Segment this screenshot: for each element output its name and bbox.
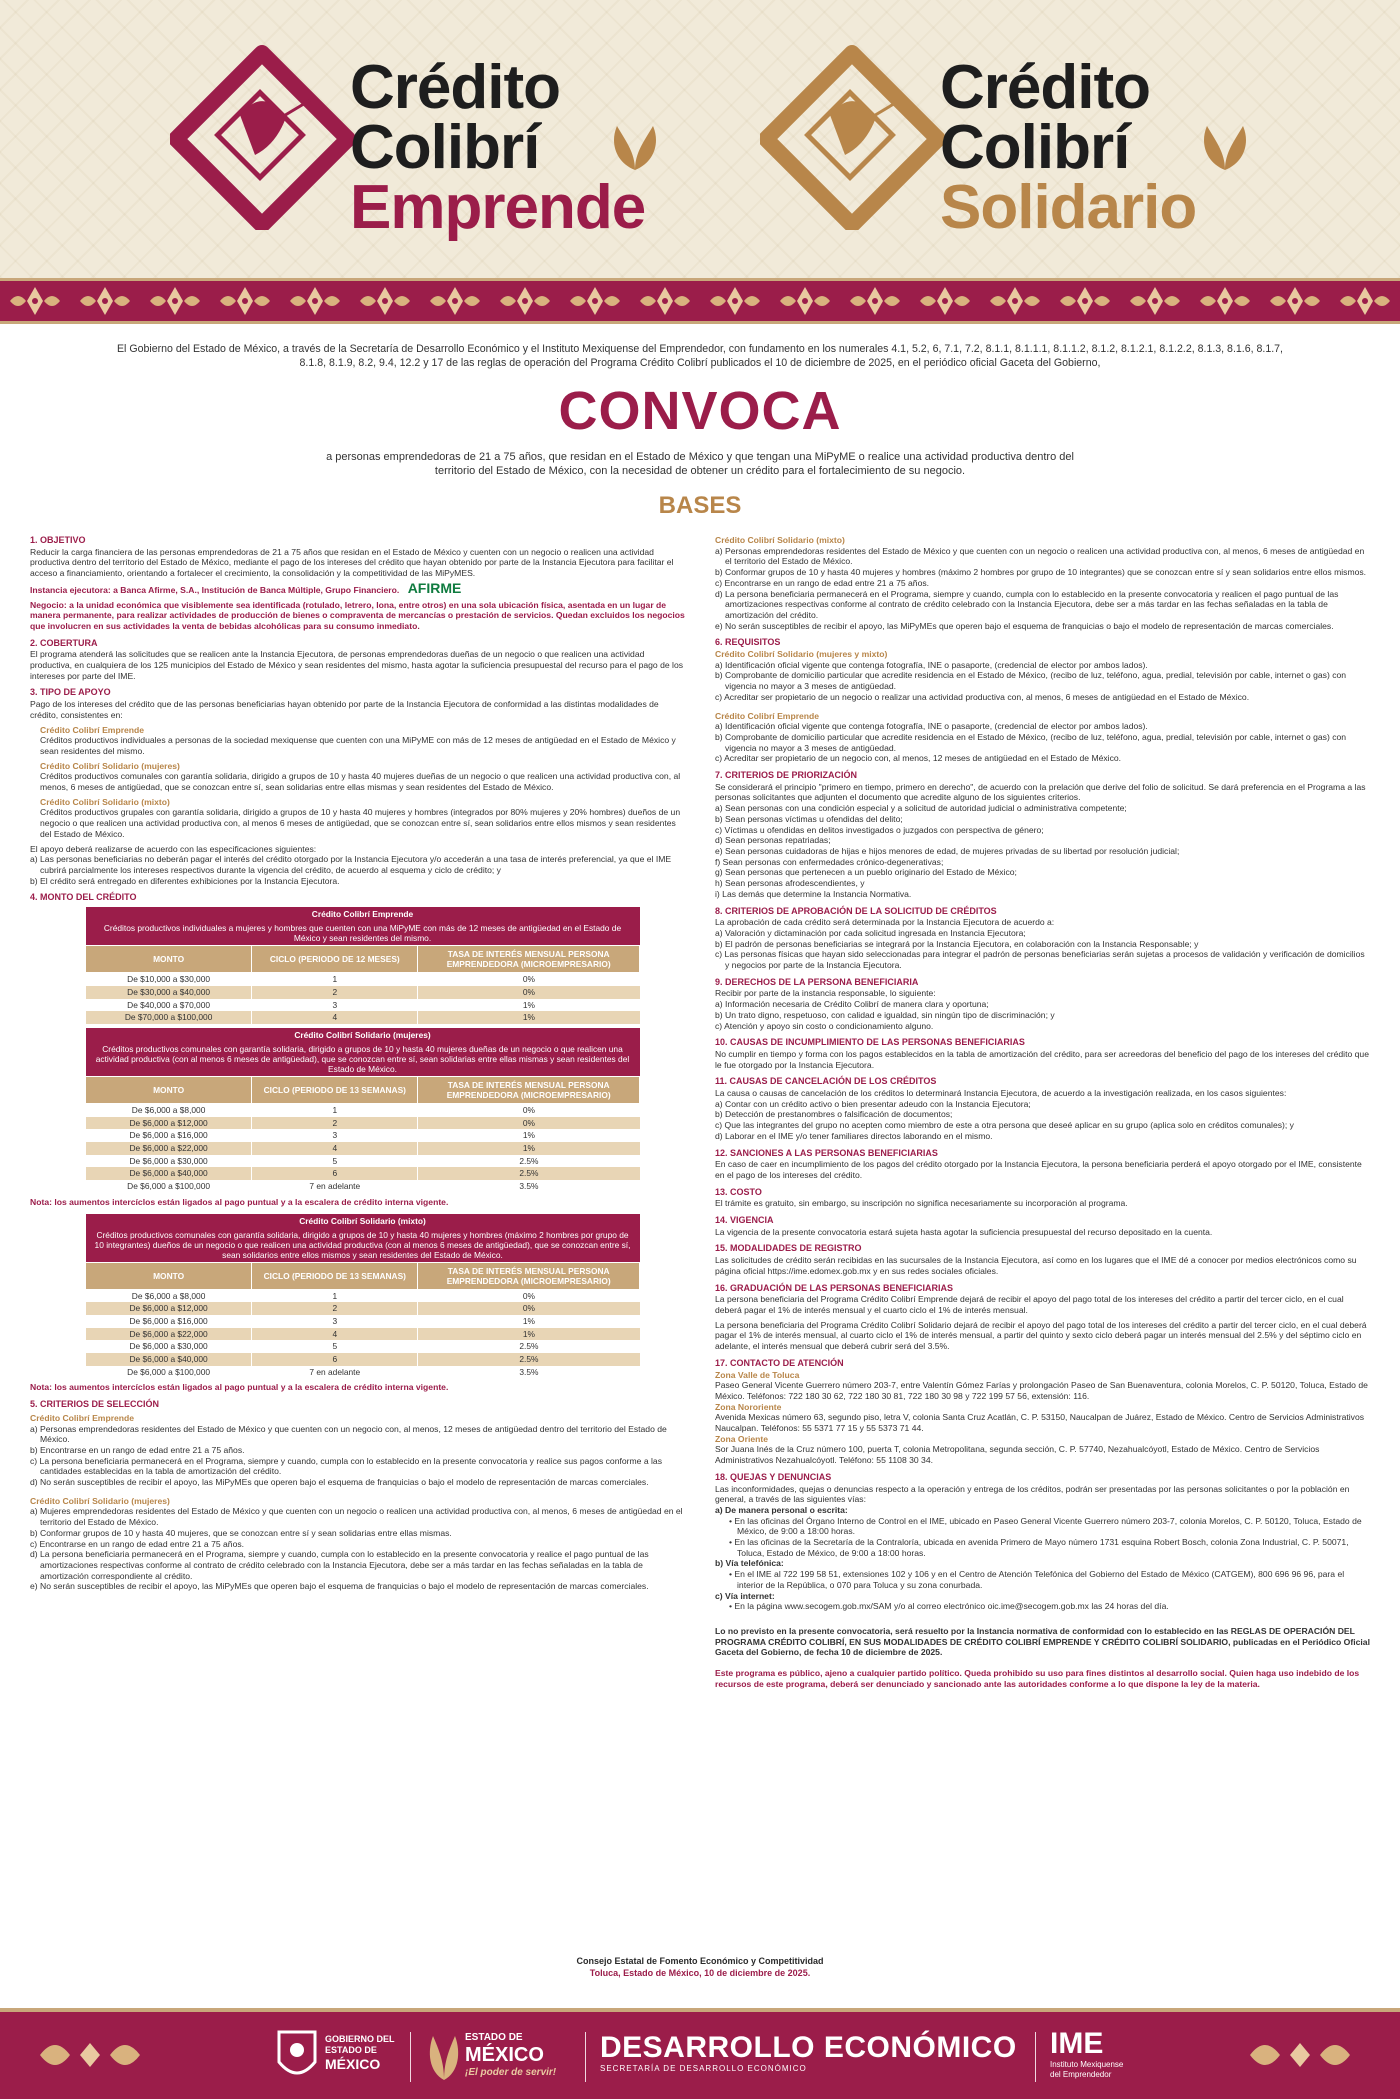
list-item: b) El crédito será entregado en diferentes exhibiciones por la Instancia Ejecutora. — [30, 875, 340, 886]
subsection-title: Crédito Colibrí Solidario (mujeres) — [30, 1495, 170, 1506]
support-type-name: Crédito Colibrí Emprende — [40, 724, 145, 735]
table-row: De $6,000 a $30,000 5 2.5% — [86, 1155, 640, 1168]
section-title: 18. QUEJAS Y DENUNCIAS — [715, 1471, 832, 1482]
table-row: De $10,000 a $30,000 1 0% — [86, 973, 640, 986]
list-item: i) Las demás que determine la Instancia Normativa. — [715, 888, 912, 899]
section-objetivo — [30, 535, 685, 632]
column-header: MONTO — [86, 946, 252, 973]
subsection-title: Crédito Colibrí Solidario (mujeres y mixto) — [715, 649, 888, 660]
section-body: En caso de caer en incumplimiento de los pagos del crédito otorgado por la Instancia Ejecutora, la persona beneficiaria perderá el apoyo otorgado por el IME, consistente en el pago de los intereses del crédito. — [715, 1159, 1362, 1180]
table-description: Créditos productivos comunales con garantía solidaria, dirigido a grupos de 10 y hasta 40 mujeres dueñas de un negocio o que realicen una actividad productiva (con al menos 6 meses de antigüedad), que se conozcan entre sí, sean solidarias entre ellas mismas y sean residentes del Estado de México. — [86, 1042, 640, 1077]
ime-logo: IME Instituto Mexiquense del Emprendedor — [1050, 2027, 1124, 2079]
section-title: 6. REQUISITOS — [715, 637, 781, 648]
table-title: Crédito Colibrí Solidario (mixto) — [86, 1214, 640, 1228]
column-header: CICLO (PERIODO DE 13 SEMANAS) — [252, 1262, 418, 1289]
table-row: De $6,000 a $16,000 3 1% — [86, 1129, 640, 1142]
hummingbird-icon — [170, 45, 355, 230]
list-item: b) El padrón de personas beneficiarias se integrará por la Instancia Ejecutora, en colaboración con la Instancia Responsable; y — [715, 938, 1199, 949]
column-header: MONTO — [86, 1076, 252, 1103]
ornament-left-icon — [30, 2030, 160, 2080]
support-types — [30, 725, 685, 840]
list-item: a) Contar con un crédito activo o bien presentar adeudo con la Instancia Ejecutora; — [715, 1098, 1031, 1109]
table-row: De $6,000 a $22,000 4 1% — [86, 1328, 640, 1341]
support-type-text: Créditos productivos grupales con garantía solidaria, dirigido a grupos de 10 y hasta 40 mujeres y hombres (integrados por 80% mujeres y 20% hombres) dueños de un negocio o que realicen una actividad productiva con, al menos 6 meses de antigüedad, que se conozcan entre sí, sean solidarios entre ellos mismos y sean residentes del Estado de México. — [40, 807, 681, 839]
list-item: d) La persona beneficiaria permanecerá en el Programa, siempre y cuando, cumpla con lo establecido en la presente convocatoria y realicen el pago puntual de las amortizaciones respectivas conforme al contrato de crédito celebrado con la Instancia Ejecutora, debe ser a más tardar en las fechas señaladas en la tabla de amortización del crédito. — [715, 588, 1339, 620]
list-item: b) Conformar grupos de 10 y hasta 40 mujeres, que se conozcan entre sí y sean solidarias entre ellas mismas. — [30, 1527, 452, 1538]
afirme-logo: AFIRME — [407, 579, 462, 596]
list-item: e) No serán susceptibles de recibir el apoyo, las MiPyMEs que operen bajo el esquema de franquicias o bajo el modelo de representación de marcas comerciales. — [30, 1581, 649, 1592]
council-name: Consejo Estatal de Fomento Económico y Competitividad — [576, 1956, 824, 1966]
list-item: c) Las personas físicas que hayan sido seleccionadas para integrar el padrón de personas beneficiarias serán sujetas a procesos de validación y verificación de domicilios y negocios por parte de la Instancia Ejecutora. — [715, 949, 1365, 971]
subsection-title: Crédito Colibrí Emprende — [715, 710, 820, 721]
section-body: La vigencia de la presente convocatoria estará sujeta hasta agotar la suficiencia presupuestal del recurso depositado en la cuenta. — [715, 1226, 1213, 1237]
section-derechos — [715, 977, 1370, 1032]
section-body: La persona beneficiaria del Programa Crédito Colibrí Solidario dejará de recibir el apoyo del pago total de los intereses del crédito a partir del tercer ciclo, en el cual deberá pagar el 1% de interés mensual, al cuarto ciclo el 1% de interés mensual, a partir del quinto y sexto ciclo deberá pagar un interés mensual del 2.5% y del séptimo ciclo en adelante, el interés mensual que deberá cubrir será del 3.5%. — [715, 1319, 1367, 1352]
list-item: b) Sean personas víctimas u ofendidas del delito; — [715, 813, 903, 824]
credit-table-emprende — [85, 907, 640, 1024]
convoca-subtitle: a personas emprendedoras de 21 a 75 años, que residan en el Estado de México y que tengan una MiPyME o realice una actividad productiva dentro del territorio del Estado de México, con la necesidad de obtener un crédito para el fortalecimiento de su negocio. — [326, 451, 1074, 477]
list-item: b) Detección de prestanombres o falsificación de documentos; — [715, 1109, 953, 1120]
intro-paragraph: El Gobierno del Estado de México, a través de la Secretaría de Desarrollo Económico y el Instituto Mexiquense del Emprendedor, con fundamento en los numerales 4.1, 5.2, 6, 7.1, 7.2, 8.1.1, 8.1.1.1, 8.1.1.2, 8.1.2, 8.1.2.1, 8.1.2.2, 8.1.3, 8.1.6, 8.1.7, 8.1.8, 8.1.9, 8.2, 9.4, 12.2 y 17 de las reglas de operación del Programa Crédito Colibrí publicados el 10 de diciembre de 2025, en el periódico oficial Gaceta del Gobierno, — [116, 343, 1284, 369]
table-description: Créditos productivos individuales a mujeres y hombres que cuenten con una MiPyME con más de 12 meses de antigüedad en el Estado de México y sean residentes del mismo. — [86, 921, 640, 946]
table-row: De $40,000 a $70,000 3 1% — [86, 999, 640, 1012]
zone-text: Sor Juana Inés de la Cruz número 100, puerta T, colonia Metropolitana, segunda sección, C. P. 57740, Nezahualcóyotl, Estado de México. Centro de Servicios Administrativos Nezahualcóyotl. Teléfono: 55 1108 30 34. — [715, 1444, 1320, 1466]
council-date: Toluca, Estado de México, 10 de diciembre de 2025. — [589, 1968, 811, 1978]
list-item: c) Atención y apoyo sin costo o condicionamiento alguno. — [715, 1020, 934, 1031]
list-item: a) Identificación oficial vigente que contenga fotografía, INE o pasaporte, (credencial de elector por ambos lados). — [715, 721, 1148, 732]
section-body: Recibir por parte de la instancia responsable, lo siguiente: — [715, 988, 936, 999]
section-tipo-apoyo — [30, 687, 685, 886]
list-item: a) Mujeres emprendedoras residentes del Estado de México y que cuenten con un negocio o realicen una actividad productiva con, al menos, 6 meses de antigüedad en el territorio del Estado de México. — [30, 1506, 683, 1528]
bullet-item: • En las oficinas de la Secretaría de la Contraloría, ubicada en avenida Primero de Mayo número 1731 esquina Robert Bosch, colonia Zona Industrial, C. P. 50071, Toluca, Estado de México, de 9:00 a 18:00 horas. — [729, 1537, 1349, 1558]
gobierno-estado-logo: GOBIERNO DEL ESTADO DE MÉXICO — [325, 2034, 395, 2072]
list-item: h) Sean personas afrodescendientes, y — [715, 878, 865, 889]
column-header: CICLO (PERIODO DE 13 SEMANAS) — [252, 1076, 418, 1103]
section-cancelacion — [715, 1076, 1370, 1141]
column-header: TASA DE INTERÉS MENSUAL PERSONA EMPRENDEDORA (MICROEMPRESARIO) — [418, 1262, 640, 1289]
ornament-right-icon — [1240, 2030, 1370, 2080]
section-title: 9. DERECHOS DE LA PERSONA BENEFICIARIA — [715, 976, 919, 987]
section-title: 2. COBERTURA — [30, 637, 98, 648]
section-body: La aprobación de cada crédito será determinada por la Instancia Ejecutora de acuerdo a: — [715, 917, 1055, 928]
instancia-text: Instancia ejecutora: a Banca Afirme, S.A., Institución de Banca Múltiple, Grupo Financiero. — [30, 584, 400, 595]
zone-name: Zona Valle de Toluca — [715, 1369, 800, 1380]
table-row: De $6,000 a $12,000 2 0% — [86, 1117, 640, 1130]
section-sanciones — [715, 1148, 1370, 1181]
spec-intro: El apoyo deberá realizarse de acuerdo con las especificaciones siguientes: — [30, 843, 317, 854]
section-incumplimiento — [715, 1037, 1370, 1070]
section-title: 15. MODALIDADES DE REGISTRO — [715, 1243, 862, 1254]
section-priorizacion — [715, 770, 1370, 899]
section-title: 14. VIGENCIA — [715, 1215, 774, 1226]
bases-title: BASES — [658, 492, 742, 519]
list-item: d) Laborar en el IME y/o tener familiares directos laborando en el mismo. — [715, 1130, 993, 1141]
list-item: c) Encontrarse en un rango de edad entre 21 a 75 años. — [30, 1538, 245, 1549]
column-header: TASA DE INTERÉS MENSUAL PERSONA EMPRENDEDORA (MICROEMPRESARIO) — [418, 946, 640, 973]
section-title: 10. CAUSAS DE INCUMPLIMIENTO DE LAS PERSONAS BENEFICIARIAS — [715, 1037, 1025, 1048]
column-header: TASA DE INTERÉS MENSUAL PERSONA EMPRENDEDORA (MICROEMPRESARIO) — [418, 1076, 640, 1103]
list-item: d) No serán susceptibles de recibir el apoyo, las MiPyMEs que operen bajo el esquema de franquicias o bajo el modelo de representación de marcas comerciales. — [30, 1477, 649, 1488]
section-vigencia — [715, 1215, 1370, 1237]
edomex-logo: ESTADO DE MÉXICO ¡El poder de servir! — [465, 2032, 557, 2078]
section-criterios-seleccion — [30, 1399, 685, 1592]
zone-text: Paseo General Vicente Guerrero número 203-7, entre Valentín Gómez Farías y prolongación Paseo de San Buenaventura, colonia Morelos, C. P. 50120, Toluca, Estado de México. Teléfonos: 722 180 30 62, 722 180 30 81, 722 180 30 98 y 722 199 57 56, extensión: 116. — [715, 1380, 1368, 1401]
support-type-text: Créditos productivos comunales con garantía solidaria, dirigido a grupos de 10 y hasta 40 mujeres dueñas de un negocio o que realicen una actividad productiva con, al menos, 6 meses de antigüedad, que se conozcan entre sí, sean solidarias entre ellas mismas y sean residentes del Estado de México. — [40, 771, 681, 793]
list-item: f) Sean personas con enfermedades crónico-degenerativas; — [715, 856, 944, 867]
list-item: c) Víctimas u ofendidas en delitos investigados o juzgados con perspectiva de género; — [715, 824, 1044, 835]
list-item: a) Valoración y dictaminación por cada solicitud ingresada en Instancia Ejecutora; — [715, 927, 1026, 938]
table-row: De $6,000 a $22,000 4 1% — [86, 1142, 640, 1155]
table-title: Crédito Colibrí Emprende — [86, 907, 640, 921]
laurel-emblem-icon — [425, 2032, 463, 2082]
section-body: Reducir la carga financiera de las personas emprendedoras de 21 a 75 años que residan en el Estado de México y cuenten con un negocio o realicen una actividad productiva dentro del territorio del Estado de México, mediante el pago de los intereses del crédito que hayan obtenido por parte de la Instancia Ejecutora para facilitar el acceso a financiamiento, orientando a fortalecer el crecimiento, la consolidación y la competitividad de las MiPyMES. — [30, 546, 674, 579]
list-item: d) La persona beneficiaria permanecerá en el Programa, siempre y cuando, cumpla con lo establecido en la presente convocatoria y realice el pago puntual de las amortizaciones respectivas conforme al contrato de crédito celebrado con la Instancia Ejecutora, debe ser a más tardar en las fechas señaladas en la tabla de amortización correspondiente al crédito. — [30, 1549, 649, 1581]
section-body: El programa atenderá las solicitudes que se realicen ante la Instancia Ejecutora, de personas emprendedoras dueñas de un negocio o que realicen una actividad productiva, en cualquiera de los 125 municipios del Estado de México y sean residentes del mismo, hasta agotar la suficiencia presupuestal del recurso para el pago de los intereses por parte del IME. — [30, 649, 684, 681]
zone-name: Zona Oriente — [715, 1433, 769, 1444]
section-body: El trámite es gratuito, sin embargo, su inscripción no significa necesariamente su incorporación al programa. — [715, 1198, 1128, 1209]
instancia-ejecutora — [30, 579, 685, 596]
ornament-pattern-icon — [0, 281, 1400, 321]
list-item: c) La persona beneficiaria permanecerá en el Programa, siempre y cuando, cumpla con lo establecido en la presente convocatoria y realice sus pagos conforme a las cantidades establecidas en la tabla de amortización del crédito. — [30, 1455, 662, 1477]
section-body: Las inconformidades, quejas o denuncias respecto a la operación y entrega de los créditos, podrán ser presentadas por las personas solicitantes o por la población en general, a través de las siguientes vías: — [715, 1483, 1350, 1505]
section-requisitos — [715, 637, 1370, 764]
legal-legend: Este programa es público, ajeno a cualquier partido político. Queda prohibido su uso para fines distintos al desarrollo social. Quien haga uso indebido de los recursos de este programa, deberá ser denunciado y sancionado ante las autoridades conforme a lo que dispone la ley de la materia. — [715, 1668, 1360, 1689]
brand-title-solidario: Crédito Colibrí Solidario — [940, 53, 1197, 242]
list-item: b) Vía telefónica: — [715, 1558, 784, 1569]
section-title: 4. MONTO DEL CRÉDITO — [30, 892, 137, 903]
list-item: b) Conformar grupos de 10 y hasta 40 mujeres y hombres (máximo 2 hombres por grupo de 10 integrantes) que se conozcan entre sí y sean solidarios entre ellos mismos. — [715, 567, 1367, 578]
list-item: a) Las personas beneficiarias no deberán pagar el interés del crédito otorgado por la Instancia Ejecutora y/o accederán a una tasa de interés preferencial, ya que el IME cubrirá parcialmente los intereses respectivos durante la vigencia del crédito, de acuerdo al esquema y ciclo de crédito; y — [30, 854, 672, 875]
section-graduacion — [715, 1283, 1370, 1352]
brand-title-emprende: Crédito Colibrí Emprende — [350, 53, 646, 242]
desarrollo-economico-logo: DESARROLLO ECONÓMICO SECRETARÍA DE DESARROLLO ECONÓMICO — [600, 2031, 1017, 2073]
table-row: De $6,000 a $8,000 1 0% — [86, 1289, 640, 1302]
section-title: 12. SANCIONES A LAS PERSONAS BENEFICIARIAS — [715, 1147, 938, 1158]
list-item: a) Personas emprendedoras residentes del Estado de México y que cuenten con un negocio con, al menos, 12 meses de antigüedad dentro del territorio del Estado de México. — [30, 1423, 667, 1445]
section-title: 16. GRADUACIÓN DE LAS PERSONAS BENEFICIARIAS — [715, 1282, 954, 1293]
table-title: Crédito Colibrí Solidario (mujeres) — [86, 1028, 640, 1042]
laurel-icon — [1195, 122, 1255, 172]
support-type-name: Crédito Colibrí Solidario (mujeres) — [40, 760, 180, 771]
bullet-item: • En las oficinas del Órgano Interno de Control en el IME, ubicado en Paseo General Vicente Guerrero número 203-7, colonia Morelos, C. P. 50120, Toluca, Estado de México, de 9:00 a 18:00 horas. — [729, 1515, 1362, 1537]
section-body: Pago de los intereses del crédito que de las personas beneficiarias hayan obtenido por parte de la Instancia Ejecutora de conformidad a las distintas modalidades de crédito, consistentes en: — [30, 699, 659, 720]
table-note: Nota: los aumentos intercíclos están ligados al pago puntual y a la escalera de crédito interna vigente. — [30, 1196, 449, 1207]
section-costo — [715, 1187, 1370, 1209]
list-item: c) Acreditar ser propietario de un negocio con, al menos, 12 meses de antigüedad en el Estado de México. — [715, 753, 1122, 764]
section-body: Las solicitudes de crédito serán recibidas en las sucursales de la Instancia Ejecutora, así como en los lugares que el IME dé a conocer por medios electrónicos como su página oficial https://ime.edomex.gob.mx y en sus redes sociales oficiales. — [715, 1255, 1357, 1276]
list-item: a) Información necesaria de Crédito Colibrí de manera clara y oportuna; — [715, 999, 989, 1010]
footer-band — [0, 2008, 1400, 2099]
credit-table-solidario-mujeres — [85, 1028, 640, 1193]
section-body: La causa o causas de cancelación de los créditos lo determinará Instancia Ejecutora, de acuerdo a la investigación realizada, en los casos siguientes: — [715, 1088, 1287, 1099]
column-header: MONTO — [86, 1262, 252, 1289]
section-monto — [30, 892, 685, 1393]
table-description: Créditos productivos comunales con garantía solidaria, dirigido a grupos de 10 y hasta 40 mujeres y hombres (máximo 2 hombres por grupo de 10 integrantes) dueños de un negocio o que realicen una actividad productiva (con al menos 6 meses de antigüedad), que se conozcan entre sí, sean solidarios entre ellos mismos y sean residentes del Estado de México. — [86, 1228, 640, 1263]
section-title: 5. CRITERIOS DE SELECCIÓN — [30, 1399, 160, 1410]
list-item: g) Sean personas que pertenecen a un pueblo originario del Estado de México; — [715, 867, 1017, 878]
list-item: a) Sean personas con una condición especial y a solicitud de autoridad judicial o administrativa competente; — [715, 803, 1127, 814]
ornament-band — [0, 278, 1400, 324]
section-cobertura — [30, 638, 685, 682]
table-row: De $6,000 a $40,000 6 2.5% — [86, 1353, 640, 1366]
table-row: De $6,000 a $12,000 2 0% — [86, 1302, 640, 1315]
table-row: De $6,000 a $16,000 3 1% — [86, 1315, 640, 1328]
council-signature — [0, 1955, 1400, 1979]
list-item: b) Encontrarse en un rango de edad entre 21 a 75 años. — [30, 1444, 245, 1455]
table-row: De $70,000 a $100,000 4 1% — [86, 1011, 640, 1024]
section-title: 3. TIPO DE APOYO — [30, 687, 111, 698]
list-item: b) Comprobante de domicilio particular que acredite residencia en el Estado de México, (recibo de luz, teléfono, agua, predial, televisión por cable, internet o gas) con vigencia no mayor a 3 meses de antigüedad. — [715, 731, 1347, 753]
subsection-title: Crédito Colibrí Solidario (mixto) — [715, 535, 845, 545]
logo-credito-colibri-solidario — [760, 30, 1280, 240]
column-header: CICLO (PERIODO DE 12 MESES) — [252, 946, 418, 973]
section-quejas — [715, 1472, 1370, 1612]
section-contacto — [715, 1358, 1370, 1466]
section-aprobacion — [715, 906, 1370, 971]
section-title: 13. COSTO — [715, 1186, 762, 1197]
list-item: a) Identificación oficial vigente que contenga fotografía, INE o pasaporte, (credencial de elector por ambos lados). — [715, 659, 1148, 670]
list-item: a) De manera personal o escrita: — [715, 1504, 848, 1515]
table-row: De $30,000 a $40,000 2 0% — [86, 986, 640, 999]
header-hero — [0, 0, 1400, 278]
section-title: 7. CRITERIOS DE PRIORIZACIÓN — [715, 770, 858, 781]
right-column — [715, 535, 1370, 1690]
bullet-item: • En la página www.secogem.gob.mx/SAM y/o al correo electrónico oic.ime@secogem.gob.mx las 24 horas del día. — [729, 1601, 1169, 1612]
table-row: De $6,000 a $100,000 7 en adelante 3.5% — [86, 1366, 640, 1379]
left-column — [30, 535, 685, 1598]
section-title: 17. CONTACTO DE ATENCIÓN — [715, 1357, 844, 1368]
hummingbird-icon — [760, 45, 945, 230]
section-title: 8. CRITERIOS DE APROBACIÓN DE LA SOLICITUD DE CRÉDITOS — [715, 905, 997, 916]
list-item: e) No serán susceptibles de recibir el apoyo, las MiPyMEs que operen bajo el esquema de franquicias o bajo el modelo de representación de marcas comerciales. — [715, 620, 1334, 631]
zone-name: Zona Nororiente — [715, 1401, 782, 1412]
section-title: 11. CAUSAS DE CANCELACIÓN DE LOS CRÉDITOS — [715, 1076, 937, 1087]
section-body: No cumplir en tiempo y forma con los pagos establecidos en la tabla de amortización del crédito, para ser acreedoras del beneficio del pago de los intereses del crédito que le fue otorgado por la Instancia Ejecutora. — [715, 1048, 1369, 1070]
list-item: c) Que las integrantes del grupo no acepten como miembro de este a otra persona que deseé aplicar en su grupo (aplica solo en créditos comunales); y — [715, 1120, 1294, 1131]
negocio-definition: Negocio: a la unidad económica que visiblemente sea identificada (rotulado, letrero, lona, entre otros) en una sola ubicación física, asentada en un lugar de manera permanente, para realizar actividades de producción de bienes o compraventa de mercancías o prestación de servicios. Quedan excluidos los negocios que involucren en sus actividades la venta de bebidas alcohólicas para su consumo inmediato. — [30, 599, 685, 631]
table-row: De $6,000 a $40,000 6 2.5% — [86, 1167, 640, 1180]
section-body: La persona beneficiaria del Programa Crédito Colibrí Emprende dejará de recibir el apoyo del pago total de los intereses del crédito a partir del tercer ciclo, en el cual deberá pagar el 1% de interés mensual y el cuarto ciclo el 1% de interés mensual. — [715, 1294, 1344, 1315]
section-modalidades — [715, 1243, 1370, 1276]
credit-table-solidario-mixto — [85, 1214, 640, 1379]
list-item: c) Encontrarse en un rango de edad entre 21 a 75 años. — [715, 577, 930, 588]
state-shield-icon — [275, 2028, 319, 2084]
table-row: De $6,000 a $100,000 7 en adelante 3.5% — [86, 1180, 640, 1193]
section-criterios-mixto — [715, 535, 1370, 631]
support-type-name: Crédito Colibrí Solidario (mixto) — [40, 796, 170, 807]
section-body: Se considerará el principio "primero en tiempo, primero en derecho", de acuerdo con la prelación que derive del folio de solicitud. Se dará preferencia en el Programa a las personas solicitantes que adjunten el documento que acredite alguno de los siguientes criterios. — [715, 781, 1366, 803]
subsection-title: Crédito Colibrí Emprende — [30, 1412, 135, 1423]
logo-credito-colibri-emprende — [170, 30, 690, 240]
table-row: De $6,000 a $8,000 1 0% — [86, 1103, 640, 1116]
support-type-text: Créditos productivos individuales a personas de la sociedad mexiquense que cuenten con una MiPyME con más de 12 meses de antigüedad en el Estado de México y sean residentes del mismo. — [40, 735, 676, 756]
list-item: b) Un trato digno, respetuoso, con calidad e igualdad, sin ningún tipo de discriminación; y — [715, 1009, 1055, 1020]
list-item: e) Sean personas cuidadoras de hijas e hijos menores de edad, de mujeres privadas de su libertad por resolución judicial; — [715, 845, 1180, 856]
list-item: c) Vía internet: — [715, 1590, 775, 1601]
laurel-icon — [605, 122, 665, 172]
list-item: a) Personas emprendedoras residentes del Estado de México y que cuenten con un negocio o realicen una actividad productiva con, al menos, 6 meses de antigüedad en el territorio del Estado de México. — [715, 545, 1365, 567]
convoca-title: CONVOCA — [558, 381, 842, 441]
list-item: b) Comprobante de domicilio particular que acredite residencia en el Estado de México, (recibo de luz, teléfono, agua, predial, televisión por cable, internet o gas) con vigencia no mayor a 3 meses de antigüedad. — [715, 670, 1347, 692]
zone-text: Avenida Mexicas número 63, segundo piso, letra V, colonia Santa Cruz Acatlán, C. P. 53150, Naucalpan de Juárez, Estado de México. Centro de Servicios Administrativos Naucalpan. Teléfonos: 55 5371 77 15 y 55 5373 71 44. — [715, 1412, 1365, 1434]
bullet-item: • En el IME al 722 199 58 51, extensiones 102 y 106 y en el Centro de Atención Telefónica del Gobierno del Estado de México (CATGEM), 800 696 96 96, para el interior de la República, o 070 para Toluca y su zona conurbada. — [729, 1569, 1345, 1590]
closing-statement: Lo no previsto en la presente convocatoria, será resuelto por la Instancia normativa de conformidad con lo establecido en las REGLAS DE OPERACIÓN DEL PROGRAMA CRÉDITO COLIBRÍ, EN SUS MODALIDADES DE CRÉDITO COLIBRÍ EMPRENDE Y CRÉDITO COLIBRÍ SOLIDARIO, publicadas en el Periódico Oficial Gaceta del Gobierno, de fecha 10 de diciembre de 2025. — [715, 1625, 1370, 1658]
section-title: 1. OBJETIVO — [30, 535, 86, 545]
table-row: De $6,000 a $30,000 5 2.5% — [86, 1340, 640, 1353]
list-item: d) Sean personas repatriadas; — [715, 835, 831, 846]
table-note: Nota: los aumentos intercíclos están ligados al pago puntual y a la escalera de crédito interna vigente. — [30, 1382, 449, 1393]
list-item: c) Acreditar ser propietario de un negocio o realizar una actividad productiva con, al menos, 6 meses de antigüedad en el Estado de México. — [715, 691, 1250, 702]
